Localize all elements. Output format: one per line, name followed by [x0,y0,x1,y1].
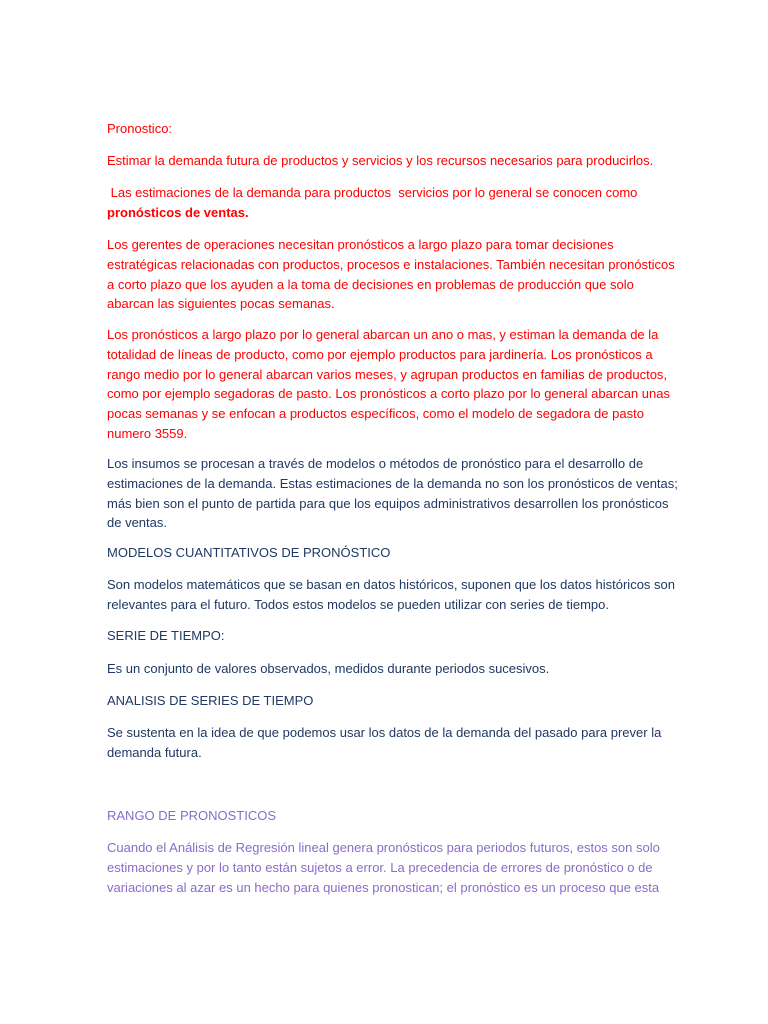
bold-term: pronósticos de ventas. [107,204,249,220]
paragraph-line: estratégicas relacionadas con productos, procesos e instalaciones. También necesitan pronósticos [107,256,675,272]
paragraph-insumos [107,454,678,533]
heading-analisis: ANALISIS DE SERIES DE TIEMPO [107,693,314,708]
paragraph-line: Los gerentes de operaciones necesitan pronósticos a largo plazo para tomar decisiones [107,237,614,252]
paragraph-line: rango medio por lo general abarcan varios meses, y agrupan productos en familias de productos, [107,366,668,382]
paragraph-definition: Estimar la demanda futura de productos y servicios y los recursos necesarios para producirlos. [107,153,654,168]
paragraph-estimaciones [107,183,637,223]
paragraph-line: abarcan las siguientes pocas semanas. [107,296,335,312]
paragraph-line: Las estimaciones de la demanda para productos servicios por lo general se conocen como [107,185,638,200]
paragraph-line: Son modelos matemáticos que se basan en datos históricos, suponen que los datos históricos son [107,577,676,592]
paragraph-line: relevantes para el futuro. Todos estos modelos se pueden utilizar con series de tiempo. [107,596,609,612]
paragraph-line: Los insumos se procesan a través de modelos o métodos de pronóstico para el desarrollo de [107,456,644,471]
paragraph-line: de ventas. [107,515,167,531]
paragraph-line: Cuando el Análisis de Regresión lineal genera pronósticos para periodos futuros, estos son solo [107,840,660,855]
paragraph-rango [107,838,660,897]
paragraph-line: a corto plazo que los ayuden a la toma de decisiones en problemas de producción que solo [107,276,634,292]
heading-modelos: MODELOS CUANTITATIVOS DE PRONÓSTICO [107,545,391,560]
paragraph-line: estimaciones de la demanda. Estas estimaciones de la demanda no son los pronósticos de ventas; [107,475,678,491]
paragraph-line: demanda futura. [107,744,202,760]
paragraph-largo-plazo [107,325,670,444]
paragraph-line: más bien son el punto de partida para que los equipos administrativos desarrollen los pronósticos [107,495,669,511]
heading-serie: SERIE DE TIEMPO: [107,628,225,643]
paragraph-line: estimaciones y por lo tanto están sujetos a error. La precedencia de errores de pronóstico o de [107,859,653,875]
paragraph-line: numero 3559. [107,425,188,441]
paragraph-line: totalidad de líneas de producto, como por ejemplo productos para jardinería. Los pronósticos a [107,346,653,362]
paragraph-line: como por ejemplo segadoras de pasto. Los pronósticos a corto plazo por lo general abarcan unas [107,386,670,402]
paragraph-line: Se sustenta en la idea de que podemos usar los datos de la demanda del pasado para prever la [107,725,662,740]
paragraph-line: pocas semanas y se enfocan a productos específicos, como el modelo de segadora de pasto [107,406,644,422]
heading-pronostico: Pronostico: [107,121,173,136]
paragraph-line: Los pronósticos a largo plazo por lo general abarcan un ano o mas, y estiman la demanda de la [107,327,659,342]
heading-rango: RANGO DE PRONOSTICOS [107,808,277,823]
paragraph-modelos [107,575,675,615]
paragraph-serie: Es un conjunto de valores observados, medidos durante periodos sucesivos. [107,661,550,676]
paragraph-analisis [107,723,661,763]
paragraph-line: variaciones al azar es un hecho para quienes pronostican; el pronóstico es un proceso que esta [107,879,660,895]
paragraph-gerentes [107,235,675,314]
